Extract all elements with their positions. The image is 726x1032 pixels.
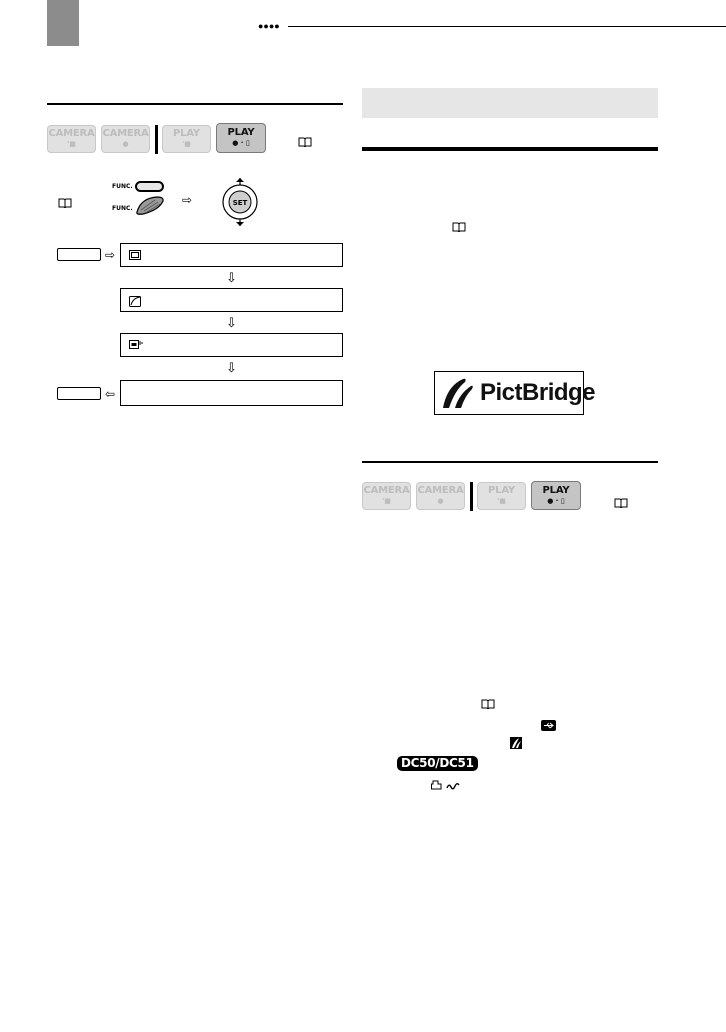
mode-divider	[470, 482, 473, 511]
heading-rule	[362, 147, 658, 151]
photo-icon: ●	[437, 497, 444, 505]
section-band	[362, 88, 658, 118]
print-setting-icon	[129, 340, 143, 350]
photo-icon: ●	[122, 140, 129, 148]
flow-box-1	[120, 243, 343, 267]
arrow-down-icon: ⇩	[226, 270, 237, 285]
image-effect-icon	[129, 295, 142, 307]
photo-card-icon: ● · ▯	[232, 139, 250, 147]
mode-label: CAMERA	[417, 485, 464, 496]
mode-play-movie	[477, 482, 526, 510]
book-reference-icon	[58, 198, 72, 208]
mode-play-photo	[216, 123, 266, 153]
photo-card-icon: ● · ▯	[547, 496, 565, 505]
arrow-left-icon: ⇦	[105, 387, 116, 401]
usb-icon	[541, 720, 556, 731]
side-key	[57, 387, 101, 400]
joystick-set-icon	[220, 178, 260, 226]
func-dial-icon	[135, 196, 165, 215]
mode-label: CAMERA	[48, 128, 95, 139]
movie-icon: '■	[497, 497, 506, 505]
mode-camera-photo	[101, 125, 150, 153]
pictbridge-icon	[510, 737, 522, 749]
pictbridge-logo-icon	[441, 376, 475, 410]
arrow-down-icon: ⇩	[226, 360, 237, 375]
mode-label: CAMERA	[363, 485, 410, 496]
chapter-tab	[47, 0, 79, 46]
mode-label: PLAY	[542, 484, 570, 496]
book-reference-icon	[298, 137, 312, 147]
mode-label: CAMERA	[102, 128, 149, 139]
model-badge: DC50/DC51	[397, 756, 478, 771]
side-key	[57, 248, 101, 261]
slideshow-icon	[129, 250, 141, 260]
mode-label: PLAY	[488, 485, 515, 496]
flow-box-2	[120, 288, 343, 312]
movie-icon: '■	[182, 140, 191, 148]
arrow-down-icon: ⇩	[226, 315, 237, 330]
func-label: FUNC.	[112, 183, 133, 190]
arrow-right-icon: ⇨	[105, 248, 116, 262]
section-rule	[362, 461, 658, 463]
flow-box-4	[120, 380, 343, 406]
mode-camera-photo	[416, 482, 465, 510]
book-reference-icon	[452, 222, 466, 232]
mode-divider	[155, 125, 158, 154]
mode-label: PLAY	[227, 127, 255, 138]
set-label: SET	[232, 199, 248, 207]
mode-play-movie	[162, 125, 211, 153]
mode-label: PLAY	[173, 128, 200, 139]
mode-camera-movie	[47, 125, 96, 153]
mode-camera-movie	[362, 482, 411, 510]
header-rule	[288, 26, 726, 27]
flow-box-3	[120, 333, 343, 357]
arrow-right-icon: ⇨	[182, 193, 193, 207]
print-share-icon	[431, 779, 461, 791]
book-reference-icon	[481, 699, 495, 709]
movie-icon: '■	[382, 497, 391, 505]
header-dots: ●●●●	[258, 21, 280, 31]
book-reference-icon	[614, 498, 628, 508]
section-rule	[47, 103, 343, 105]
func-label: FUNC.	[112, 205, 133, 212]
movie-icon: '■	[67, 140, 76, 148]
pictbridge-brand: PictBridge	[480, 379, 596, 406]
func-button-icon	[135, 181, 164, 192]
mode-play-photo	[531, 481, 581, 510]
